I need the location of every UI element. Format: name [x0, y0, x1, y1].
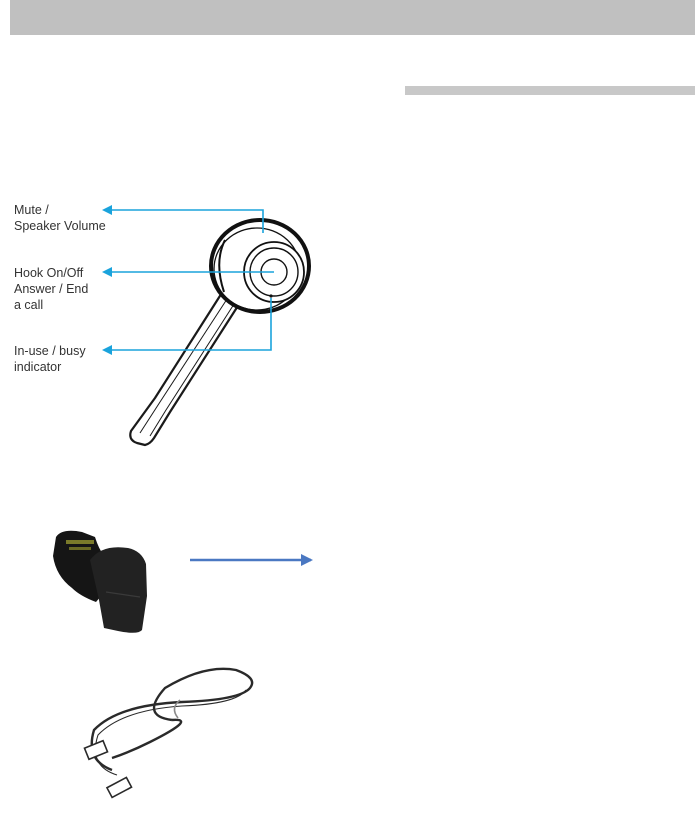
- usb-cable-icon: [84, 669, 252, 798]
- headset-holder-clip-icon: [53, 531, 147, 633]
- mute-speaker-volume-label: Mute / Speaker Volume: [14, 203, 106, 233]
- headset-icon: [130, 220, 309, 445]
- hook-answer-end-label: Hook On/Off Answer / End a call: [14, 266, 89, 312]
- busy-indicator-label: In-use / busy indicator: [14, 344, 86, 374]
